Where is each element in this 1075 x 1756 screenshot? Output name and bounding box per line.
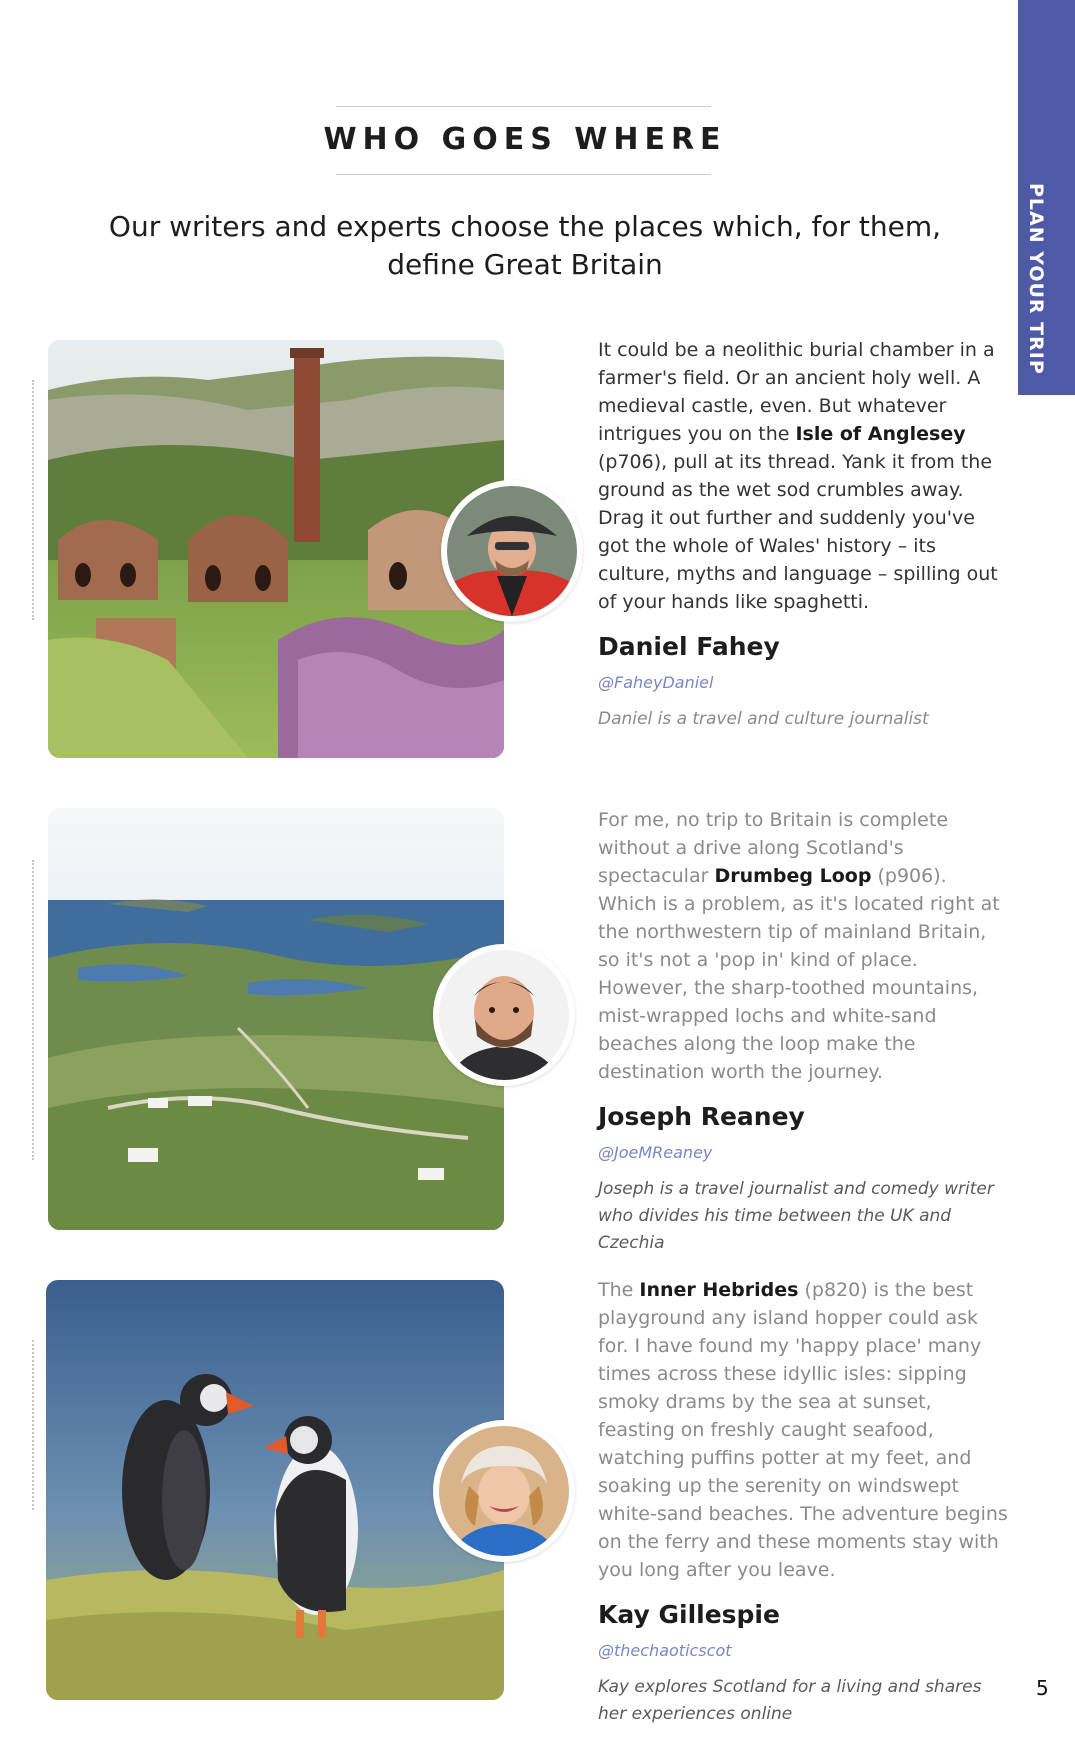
entry-body: The Inner Hebrides (p820) is the best playground any island hopper could ask for. I have found my 'happy place' many times across these idyllic isles: sipping smoky drams by the sea at sunset, feasting on freshly caught seafood, watching puffins potter at my feet, and soaking up the serenity on windswept white-sand beaches. The adventure begins on the ferry and these moments stay with you long after you leave. bbox=[598, 1279, 1008, 1581]
author-handle[interactable]: @thechaoticscot bbox=[598, 1641, 732, 1660]
joseph-reaney-avatar bbox=[433, 944, 575, 1086]
photo-credit-2 bbox=[32, 860, 42, 1160]
anglesey-kilns-photo bbox=[48, 340, 504, 758]
entry-body: For me, no trip to Britain is complete without a drive along Scotland's spectacular Drumbeg Loop (p906). Which is a problem, as it's located right at the northwestern tip of mainland Britain, so it's not a 'pop in' kind of place. However, the sharp-toothed mountains, mist-wrapped lochs and white-sand beaches along the loop make the destination worth the journey. bbox=[598, 809, 1000, 1083]
page-title: WHO GOES WHERE bbox=[323, 122, 727, 157]
entry-hebrides bbox=[598, 1276, 1008, 1728]
title-rule-top bbox=[336, 106, 711, 107]
entry-drumbeg bbox=[598, 806, 1008, 1257]
section-tab-label: PLAN YOUR TRIP bbox=[1025, 183, 1047, 375]
author-name: Kay Gillespie bbox=[598, 1600, 780, 1629]
entry-body: It could be a neolithic burial chamber in a farmer's field. Or an ancient holy well. A medieval castle, even. But whatever intrigues you on the Isle of Anglesey (p706), pull at its thread. Yank it from the ground as the wet sod crumbles away. Drag it out further and suddenly you've got the whole of Wales' history – its culture, myths and language – spilling out of your hands like spaghetti. bbox=[598, 339, 998, 613]
kay-gillespie-avatar bbox=[433, 1420, 575, 1562]
subtitle-line-1: Our writers and experts choose the places which, for them, bbox=[108, 210, 942, 243]
photo-credit-1 bbox=[32, 380, 42, 620]
place-name: Isle of Anglesey bbox=[795, 423, 966, 445]
page-subtitle bbox=[100, 208, 950, 284]
subtitle-line-2: define Great Britain bbox=[387, 248, 663, 281]
author-bio: Daniel is a travel and culture journalist bbox=[598, 709, 929, 729]
place-name: Drumbeg Loop bbox=[714, 865, 872, 887]
entry-anglesey bbox=[598, 336, 1008, 733]
author-bio: Joseph is a travel journalist and comedy writer who divides his time between the UK and Czechia bbox=[598, 1179, 994, 1253]
author-name: Daniel Fahey bbox=[598, 632, 780, 661]
title-rule-bottom bbox=[336, 174, 711, 175]
author-handle[interactable]: @FaheyDaniel bbox=[598, 673, 714, 692]
author-handle[interactable]: @JoeMReaney bbox=[598, 1143, 713, 1162]
daniel-fahey-avatar bbox=[441, 480, 583, 622]
page-number: 5 bbox=[1036, 1676, 1049, 1700]
photo-credit-3 bbox=[32, 1340, 42, 1510]
place-name: Inner Hebrides bbox=[639, 1279, 799, 1301]
author-bio: Kay explores Scotland for a living and shares her experiences online bbox=[598, 1677, 982, 1724]
author-name: Joseph Reaney bbox=[598, 1102, 805, 1131]
